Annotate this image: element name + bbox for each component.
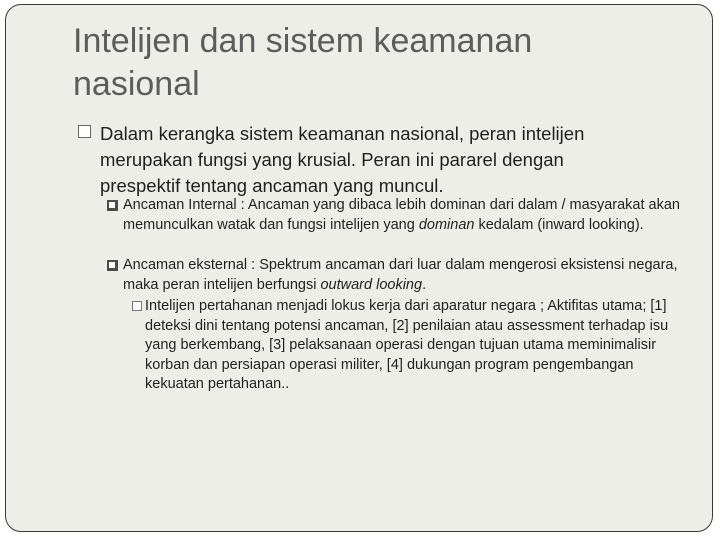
- checkbox-bullet-icon: [107, 200, 118, 211]
- sub-bullet-external: [107, 256, 687, 295]
- sub2-text-italic: outward looking: [320, 276, 423, 293]
- sub2-text-after: .: [422, 276, 427, 293]
- sub-bullet-internal-text: [107, 196, 687, 235]
- sub-bullet-external-text: [107, 256, 687, 295]
- sub-bullet-internal: [107, 196, 687, 235]
- sub1-text-after: kedalam (inward looking).: [474, 216, 644, 233]
- main-bullet: [78, 121, 638, 199]
- main-bullet-text: Dalam kerangka sistem keamanan nasional, peran intelijen merupakan fungsi yang krusial. Peran ini pararel dengan prespektif tentang ancaman yang muncul.: [100, 123, 585, 196]
- checkbox-bullet-icon: [107, 260, 118, 271]
- sub1-text-before: Ancaman Internal : Ancaman yang dibaca lebih dominan dari dalam / masyarakat akan memunculkan watak dan fungsi intelijen yang: [123, 197, 680, 233]
- sub2-text-before: Ancaman eksternal : Spektrum ancaman dari luar dalam mengerosi eksistensi negara, maka peran intelijen berfungsi: [123, 257, 678, 293]
- square-bullet-icon: [132, 301, 142, 311]
- square-bullet-icon: [78, 125, 91, 138]
- slide-title: Intelijen dan sistem keamanan nasional: [73, 22, 533, 103]
- sub1-text-italic: dominan: [418, 216, 475, 233]
- sub-sub-bullet-text: Intelijen pertahanan menjadi lokus kerja dari aparatur negara ; Aktifitas utama; [1] deteksi dini tentang potensi ancaman, [2] penilaian atau assessment terhadap isu yang berkembang, [3] pelaksanaan operasi dengan tujuan utama meminimalisir korban dan persiapan operasi militer, [4] dukungan program pengembangan kekuatan pertahanan..: [145, 298, 669, 392]
- sub-sub-bullet-defense: [132, 297, 677, 395]
